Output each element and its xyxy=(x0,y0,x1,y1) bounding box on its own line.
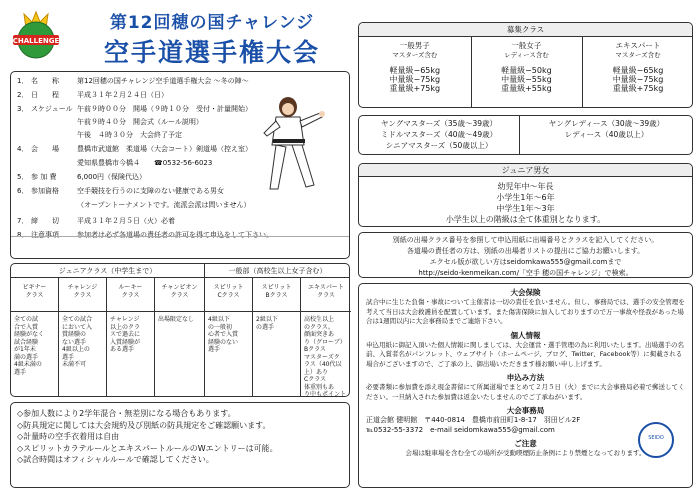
tournament-info-box xyxy=(358,283,693,488)
class-column xyxy=(359,37,471,107)
info-value: 豊橋市武道館 柔道場（大会コート）剣道場（控え室） xyxy=(77,145,252,153)
info-row xyxy=(17,130,182,141)
info-row xyxy=(17,90,168,101)
info-value: 平成３１年２月５日（火）必着 xyxy=(77,217,175,225)
weight-class: 軽量級−65kg xyxy=(389,66,441,75)
junior-line: 小学生1年〜6年 xyxy=(496,193,555,202)
info-key: 日 程 xyxy=(31,91,59,99)
info-value: 午前９時００分 開場（９時１０分 受付・計量開始） xyxy=(77,105,252,113)
junior-rules-header: ジュニアクラス（中学生まで） xyxy=(11,264,205,278)
guide-line: 各道場の責任者の方は、別紙の出場者リストの提出にご協力お願いします。 xyxy=(406,247,645,255)
rule-column-body: 4級以下 の一般初 心者で入賞 経験のない 選手 xyxy=(208,316,239,353)
info-row xyxy=(17,186,224,197)
seido-stamp: SEIDO xyxy=(638,422,674,458)
rule-column-body: 全ての試 合で入賞 経験がなく 試合経験 が1年未 満の選手 4級未満の 選手 xyxy=(14,316,45,376)
weight-class: 重量級+55kg xyxy=(501,84,552,93)
info-value: 参加者は必ず各道場の責任者の許可を得て申込をして下さい。 xyxy=(77,231,273,239)
info-number: 1． xyxy=(17,77,29,85)
rules-table xyxy=(10,263,350,397)
masters-class: シニアマスターズ（50歳以上） xyxy=(385,141,493,150)
junior-line: 小学生以上の階級は全て体重別となります。 xyxy=(445,215,606,224)
info-number: 8． xyxy=(17,231,29,239)
general-rules-header: 一般部（高校生以上女子含む） xyxy=(205,264,350,278)
masters-class: ミドルマスターズ（40歳〜49歳） xyxy=(380,130,498,139)
weight-class: 軽量級−65kg xyxy=(612,66,664,75)
junior-line: 中学生1年〜3年 xyxy=(496,204,555,213)
guide-line: 別紙の出場クラス番号を参照して申込用紙に出場番号とクラスを記入してください。 xyxy=(392,236,659,244)
class-subtitle: マスターズ含む xyxy=(615,51,661,59)
weight-class: 中量級−75kg xyxy=(389,75,441,84)
info-value: 午前９時４０分 開会式（ルール説明） xyxy=(77,118,203,126)
title-big: 空手道選手権大会 xyxy=(103,38,320,67)
class-column xyxy=(471,37,583,107)
info-row xyxy=(17,172,146,183)
logo-text: CHALLENGE xyxy=(12,37,60,45)
rule-column-header: エキスパート クラス xyxy=(301,278,351,312)
application-text: 必要書類に参加費を添え現金書留にて所属道場でまとめて２月５日（火）までに大会事務局必着で郵送してください。一旦納入された参加費は返金いたしませんのでご了承ねがいます。 xyxy=(366,383,685,401)
info-key: 締 切 xyxy=(31,217,59,225)
rule-column xyxy=(301,278,351,396)
info-row xyxy=(17,200,251,211)
recruit-classes-box xyxy=(358,22,693,108)
caution-title: ご注意 xyxy=(514,439,537,448)
info-number: 4． xyxy=(17,145,29,153)
guide-line: エクセル版が欲しい方はseidomkawa555@gmail.comまで xyxy=(429,258,622,266)
info-key: 参 加 費 xyxy=(31,173,57,181)
karate-figure-illustration xyxy=(258,93,330,193)
info-row xyxy=(17,158,212,169)
rule-column xyxy=(11,278,59,396)
note-line: ◇スピリットカラテルールとエキスパートルールのWエントリーは可能。 xyxy=(17,443,278,453)
application-title: 申込み方法 xyxy=(506,373,545,382)
info-number: 2． xyxy=(17,91,29,99)
info-key: 名 称 xyxy=(31,77,59,85)
note-line: ◇試合時間はオフィシャルルールで確認してください。 xyxy=(17,455,214,464)
insurance-title: 大会保険 xyxy=(510,288,541,297)
rule-column-header: ルーキー クラス xyxy=(107,278,154,312)
info-value: 午後 ４時３０分 大会終了予定 xyxy=(77,131,182,139)
info-key: 注意事項 xyxy=(31,231,59,239)
info-row xyxy=(17,144,252,155)
rule-column-body: 高校生以上 のクラス。 顔面突きあ り（グローブ） Bクラス マスターズク ラス（40代以 上）あり Cクラス 体重別もあ り中もポイント xyxy=(304,316,347,398)
ladies-class: ヤングレディース（30歳〜39歳） xyxy=(548,119,665,128)
title-small: 第12回穂の国チャレンジ xyxy=(109,13,315,33)
office-title: 大会事務局 xyxy=(506,406,545,415)
info-row xyxy=(17,104,252,115)
info-key: 会 場 xyxy=(31,145,59,153)
masters-classes-box xyxy=(358,115,693,155)
info-row xyxy=(17,216,175,227)
weight-class: 軽量級−50kg xyxy=(501,66,552,75)
info-number: 7． xyxy=(17,217,29,225)
info-number: 6． xyxy=(17,187,29,195)
note-line: ◇参加人数により2学年混合・無差別になる場合もあります。 xyxy=(17,409,236,418)
info-value: 6,000円（保険代込） xyxy=(77,173,147,181)
info-row xyxy=(17,76,249,87)
note-line: ◇計量時の空手衣着用は自由 xyxy=(17,432,120,441)
masters-class: ヤングマスターズ（35歳〜39歳） xyxy=(381,119,497,128)
rule-column-body: 2級以下 の選手 xyxy=(256,316,278,331)
rule-column-header: スピリット Cクラス xyxy=(205,278,252,312)
guide-line: http://seido-kenmeikan.com/「空手 穂の国チャレンジ」で検索。 xyxy=(418,269,633,277)
class-column xyxy=(582,37,694,107)
weight-class: 中量級−75kg xyxy=(612,75,664,84)
info-key: 参加資格 xyxy=(31,187,59,195)
info-number: 5． xyxy=(17,173,29,181)
privacy-title: 個人情報 xyxy=(510,330,541,340)
class-subtitle: レディース含む xyxy=(504,51,549,59)
info-value: 空手競技を行うのに支障のない健康である男女 xyxy=(77,187,224,195)
info-value: 第12回穂の国チャレンジ空手道選手権大会 ～冬の陣～ xyxy=(77,77,249,85)
junior-header: ジュニア男女 xyxy=(359,164,692,177)
rule-column xyxy=(107,278,155,396)
rule-column-header: スピリット Bクラス xyxy=(253,278,300,312)
info-row xyxy=(17,117,203,128)
note-line: ◇防具規定に関しては大会規約及び別紙の防具規定をご確認願います。 xyxy=(17,420,271,430)
weight-class: 中量級−55kg xyxy=(501,75,552,84)
class-title: エキスパート xyxy=(615,41,661,50)
rule-column-body: 全ての試合 において入 賞経験の ない選手 4級以上の 選手 未満不可 xyxy=(62,316,93,368)
rule-column-body: 出場限定なし xyxy=(158,316,195,323)
junior-line: 幼児年中〜年長 xyxy=(497,182,554,191)
rule-column xyxy=(59,278,107,396)
classes-header: 募集クラス xyxy=(359,23,692,37)
office-address: 正道会館 健明館 〒440-0814 豊橋市前田町1-8-17 羽田ビル2F xyxy=(366,416,581,424)
entry-guide-box xyxy=(358,232,693,278)
rule-column-header: ビギナー クラス xyxy=(11,278,58,312)
rule-column-header: チャレンジ クラス xyxy=(59,278,106,312)
class-title: 一般女子 xyxy=(511,41,542,50)
rule-column xyxy=(205,278,253,396)
info-number: 3． xyxy=(17,105,29,113)
rule-column-body: チャレンジ 以上のクラ スで過去に 入賞経験が ある選手 xyxy=(110,316,141,353)
info-value: 愛知県豊橋市今橋４ ☎0532-56-6023 xyxy=(77,159,213,167)
rule-column xyxy=(253,278,301,396)
weight-class: 重量級+75kg xyxy=(612,84,664,93)
weight-class: 重量級+75kg xyxy=(389,84,441,93)
insurance-text: 試合中に生じた負傷・事故について主催者は一切の責任を負いません。但し、事務局では、選手の安全管理を考えて当日は大会救護員を配置しています。また傷害保険に加入しておりますので万一事故や怪我があった場合は1週間以内に大会事務局までご連絡下さい。 xyxy=(366,298,685,325)
class-title: 一般男子 xyxy=(399,41,430,50)
class-subtitle: マスターズ含む xyxy=(392,51,438,59)
rule-column xyxy=(155,278,205,396)
office-contact: ℡0532-55-3372 e-mail seidomkawa555@gmail.com xyxy=(366,425,555,434)
rule-column-header: チャンピオン クラス xyxy=(155,278,204,312)
info-value: （オープントーナメントです。流派会派は問いません） xyxy=(77,201,251,209)
ladies-class: レディース（40歳以上） xyxy=(564,130,649,139)
info-key: スケジュール xyxy=(31,105,73,113)
notes-box xyxy=(10,402,350,488)
caution-text: 会場は駐車場を含む全ての場所が受動喫煙防止条例により禁煙となっております。 xyxy=(405,449,646,457)
info-value: 平成３１年２月２４日（日） xyxy=(77,91,168,99)
junior-classes-box xyxy=(358,163,693,227)
challenge-logo xyxy=(10,8,62,60)
privacy-text: 申込用紙に御記入頂いた個人情報に関しましては、大会運営・選手管理の為に利用いたします。出場選手の名前、入賞者名がパンフレット、ウェブサイト（ホームページ、ブログ、Twitter、Facebook等）に掲載される場合がございますので、ご了承の上、御出場いただきます様お願い申し上げます。 xyxy=(366,340,684,368)
